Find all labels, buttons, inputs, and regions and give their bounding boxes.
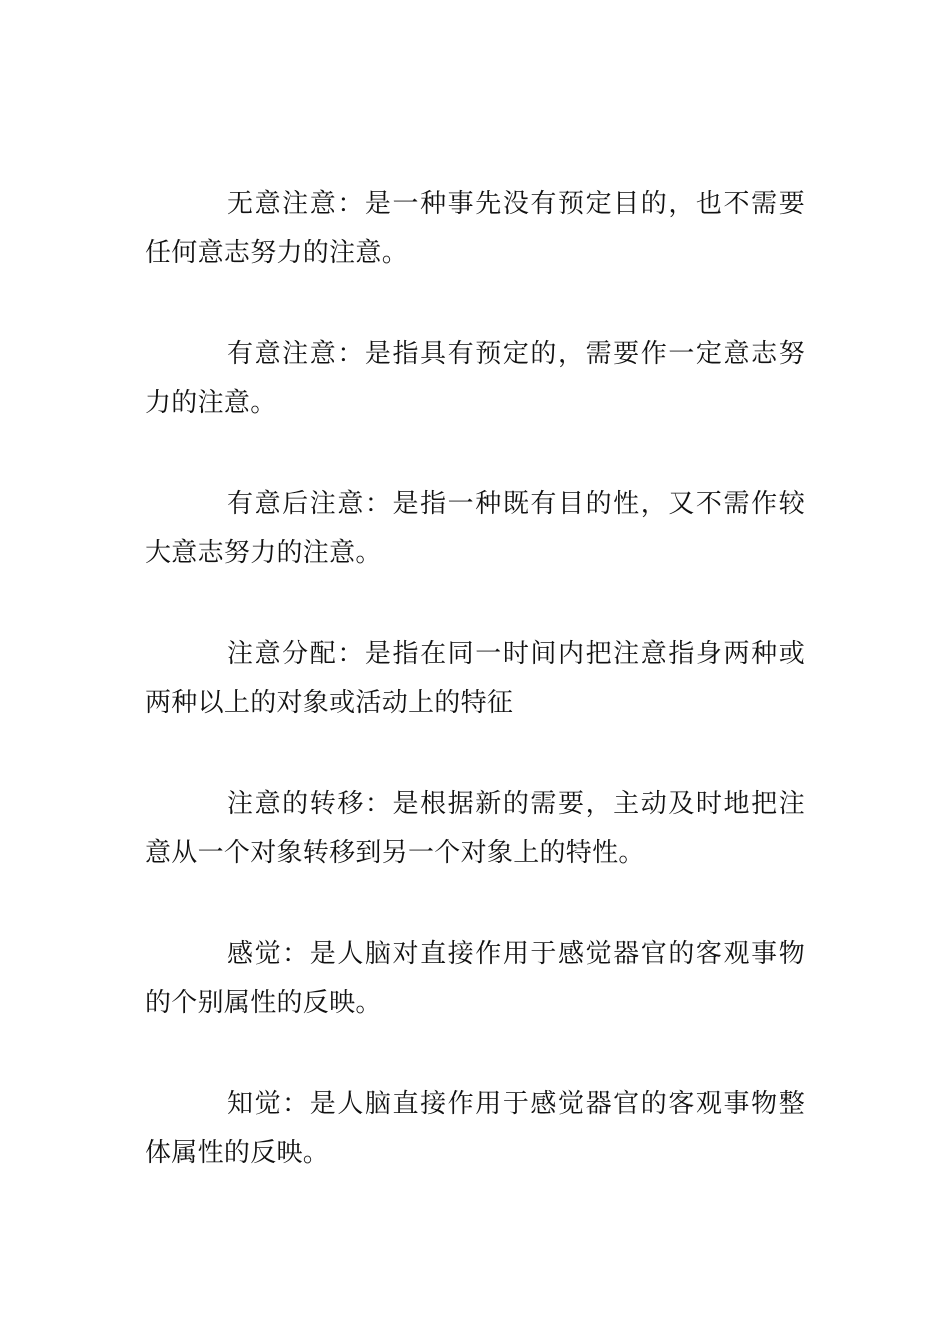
document-body	[145, 180, 805, 1230]
definition-paragraph-attention-shift: 注意的转移：是根据新的需要，主动及时地把注意从一个对象转移到另一个对象上的特性。	[145, 789, 805, 868]
definition-paragraph-voluntary-attention: 有意注意：是指具有预定的，需要作一定意志努力的注意。	[145, 339, 805, 418]
definition-paragraph-attention-distribution: 注意分配：是指在同一时间内把注意指身两种或两种以上的对象或活动上的特征	[145, 639, 805, 718]
definition-paragraph-perception: 知觉：是人脑直接作用于感觉器官的客观事物整体属性的反映。	[145, 1089, 805, 1168]
definition-paragraph-sensation: 感觉：是人脑对直接作用于感觉器官的客观事物的个别属性的反映。	[145, 939, 805, 1018]
definition-paragraph-involuntary-attention: 无意注意：是一种事先没有预定目的，也不需要任何意志努力的注意。	[145, 189, 805, 268]
definition-paragraph-post-voluntary-attention: 有意后注意：是指一种既有目的性，又不需作较大意志努力的注意。	[145, 489, 805, 568]
